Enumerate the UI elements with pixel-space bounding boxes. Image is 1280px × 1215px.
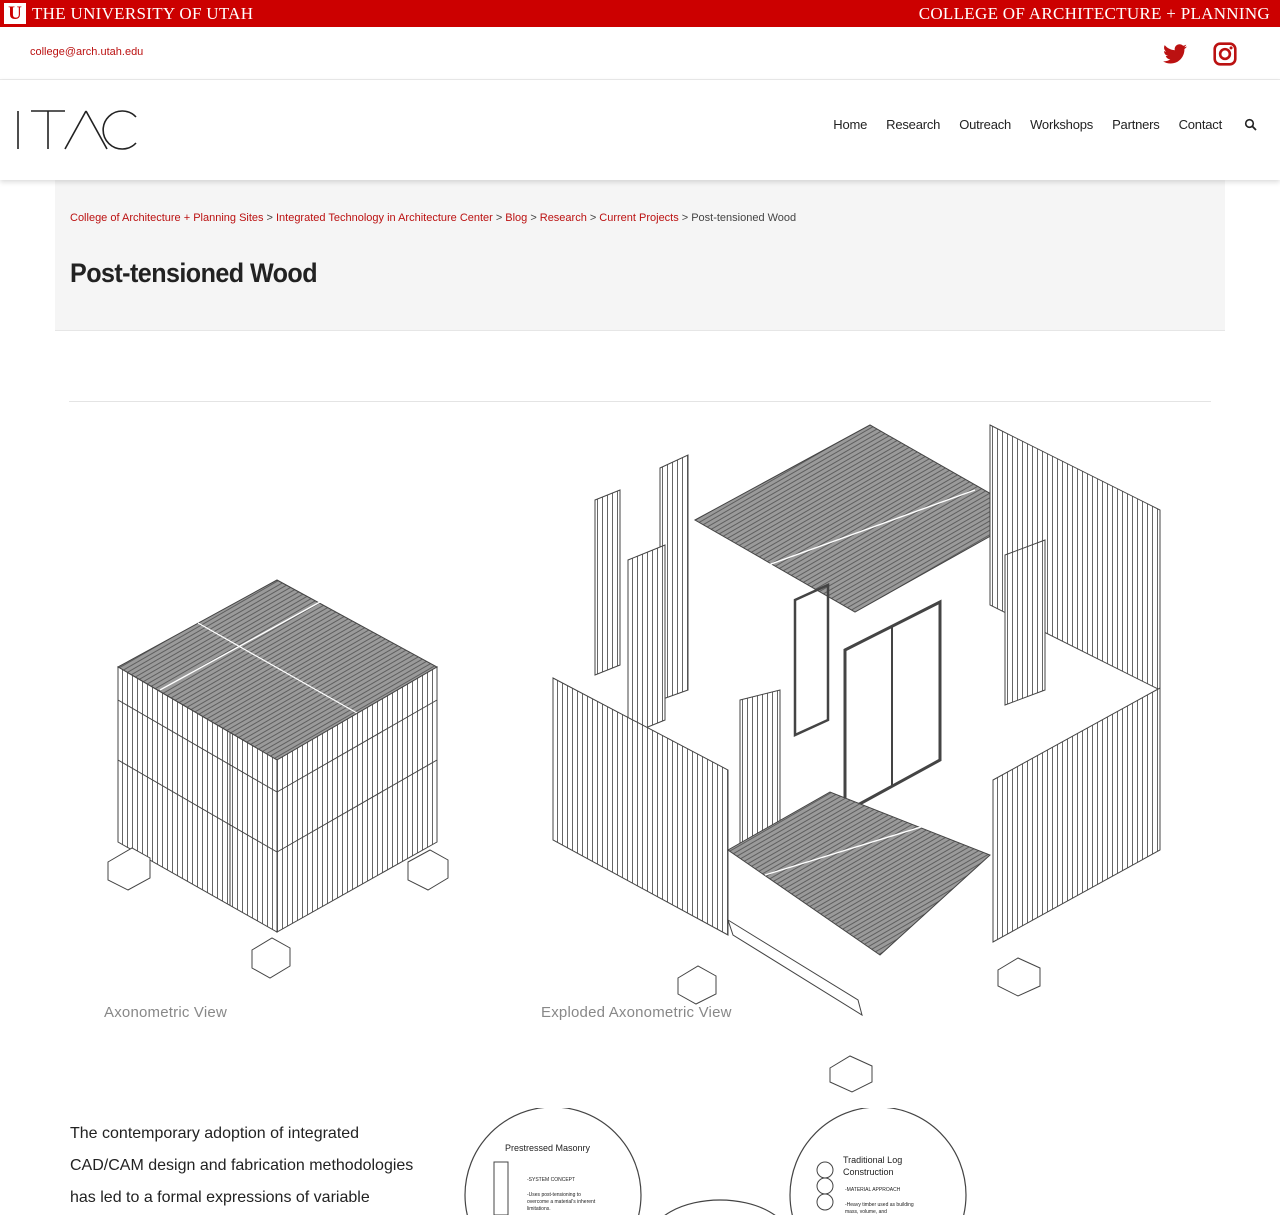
caption-axonometric: Axonometric View (104, 1004, 227, 1021)
breadcrumb-separator: > (681, 212, 689, 224)
instagram-icon[interactable] (1212, 41, 1238, 67)
university-name[interactable]: THE UNIVERSITY OF UTAH (32, 4, 254, 23)
email-link[interactable]: college@arch.utah.edu (30, 46, 144, 58)
assembled-cube (108, 580, 448, 978)
caption-exploded: Exploded Axonometric View (541, 1004, 732, 1021)
nav-research[interactable]: Research (886, 117, 941, 132)
exploded-assembly (553, 425, 1160, 1092)
breadcrumb (70, 212, 796, 224)
breadcrumb-item[interactable]: Blog (505, 212, 528, 224)
concept-sub-log: -MATERIAL APPROACH (845, 1187, 901, 1193)
breadcrumb-item[interactable]: Current Projects (599, 212, 679, 224)
breadcrumb-item[interactable]: College of Architecture + Planning Sites (70, 212, 264, 224)
university-logo[interactable] (4, 3, 26, 24)
concept-title-masonry: Prestressed Masonry (505, 1143, 591, 1153)
content-divider (69, 401, 1211, 402)
breadcrumb-separator: > (495, 212, 503, 224)
breadcrumb-separator: > (530, 212, 537, 224)
concept-text-log: -Heavy timber used as building mass, volume, and (845, 1202, 914, 1215)
breadcrumb-current: Post-tensioned Wood (691, 212, 797, 224)
logo-letter: U (8, 3, 22, 24)
concept-title-log: Traditional Log Construction (843, 1155, 903, 1177)
search-icon[interactable] (1244, 118, 1258, 132)
nav-partners[interactable]: Partners (1112, 117, 1160, 132)
concept-sub-masonry: -SYSTEM CONCEPT (527, 1177, 576, 1183)
nav-contact[interactable]: Contact (1178, 117, 1222, 132)
main-nav (814, 117, 1258, 132)
breadcrumb-separator: > (589, 212, 597, 224)
twitter-icon[interactable] (1162, 41, 1188, 67)
nav-workshops[interactable]: Workshops (1030, 117, 1094, 132)
college-name[interactable]: COLLEGE OF ARCHITECTURE + PLANNING (918, 4, 1270, 23)
concept-text-masonry: -Uses post-tensioning to overcome a material's inherent limitations. (527, 1192, 596, 1212)
breadcrumb-item[interactable]: Research (539, 212, 587, 224)
breadcrumb-item[interactable]: Integrated Technology in Architecture Center (275, 212, 493, 224)
concept-diagram (455, 1108, 995, 1215)
university-bar (0, 0, 1280, 27)
body-paragraph: The contemporary adoption of integrated CAD/CAM design and fabrication methodologies has led to a formal expressions of variable (70, 1125, 414, 1206)
itac-logo[interactable] (16, 109, 140, 151)
breadcrumb-separator: > (266, 212, 273, 224)
contact-row (0, 27, 1280, 80)
axonometric-drawing (60, 410, 1220, 1100)
nav-home[interactable]: Home (833, 117, 868, 132)
page-title: Post-tensioned Wood (70, 258, 318, 288)
nav-outreach[interactable]: Outreach (959, 117, 1012, 132)
site-header (0, 80, 1280, 180)
title-band (55, 180, 1225, 331)
